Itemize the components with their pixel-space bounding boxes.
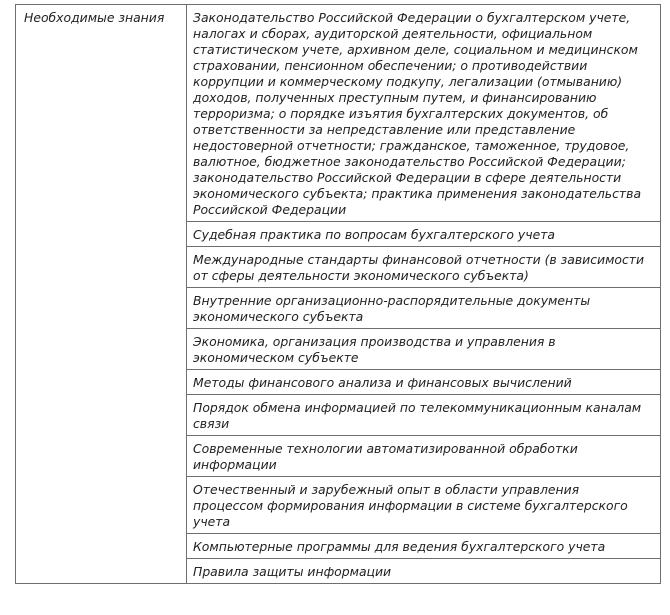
knowledge-item: Методы финансового анализа и финансовых вычислений xyxy=(193,375,572,390)
knowledge-item-cell xyxy=(187,477,661,534)
knowledge-item-cell xyxy=(187,5,661,222)
knowledge-item-cell xyxy=(187,247,661,288)
knowledge-item: Компьютерные программы для ведения бухгалтерского учета xyxy=(193,539,606,554)
knowledge-item-cell xyxy=(187,370,661,395)
knowledge-item: Порядок обмена информацией по телекоммуникационным каналам связи xyxy=(193,400,642,431)
table-row xyxy=(16,5,661,222)
knowledge-item-cell xyxy=(187,222,661,247)
knowledge-item-cell xyxy=(187,288,661,329)
knowledge-item: Современные технологии автоматизированной обработки информации xyxy=(193,441,578,472)
knowledge-item: Экономика, организация производства и управления в экономическом субъекте xyxy=(193,334,556,365)
knowledge-item: Внутренние организационно-распорядительные документы экономического субъекта xyxy=(193,293,591,324)
knowledge-item: Международные стандарты финансовой отчетности (в зависимости от сферы деятельности экономического субъекта) xyxy=(193,252,645,283)
knowledge-item: Отечественный и зарубежный опыт в области управления процессом формирования информации в системе бухгалтерского учета xyxy=(193,482,628,529)
knowledge-item: Правила защиты информации xyxy=(193,564,392,579)
knowledge-item-cell xyxy=(187,436,661,477)
knowledge-item: Законодательство Российской Федерации о бухгалтерском учете, налогах и сборах, аудиторской деятельности, официальном статистическом учете, архивном деле, социальном и медицинском страховании, пенсионном обеспечении; о противодействии коррупции и коммерческому подкупу, легализации (отмыванию) доходов, полученных преступным путем, и финансированию терроризма; о порядке изъятия бухгалтерских документов, об ответственности за непредставление или представление недостоверной отчетности; гражданское, таможенное, трудовое, валютное, бюджетное законодательство Российской Федерации; законодательство Российской Федерации в сфере деятельности экономического субъекта; практика применения законодательства Российской Федерации xyxy=(193,10,642,217)
section-label: Необходимые знания xyxy=(24,10,165,25)
knowledge-table xyxy=(15,4,661,584)
knowledge-item-cell xyxy=(187,534,661,559)
section-label-cell xyxy=(16,5,187,584)
knowledge-item-cell xyxy=(187,559,661,584)
knowledge-item: Судебная практика по вопросам бухгалтерского учета xyxy=(193,227,556,242)
knowledge-item-cell xyxy=(187,329,661,370)
knowledge-item-cell xyxy=(187,395,661,436)
